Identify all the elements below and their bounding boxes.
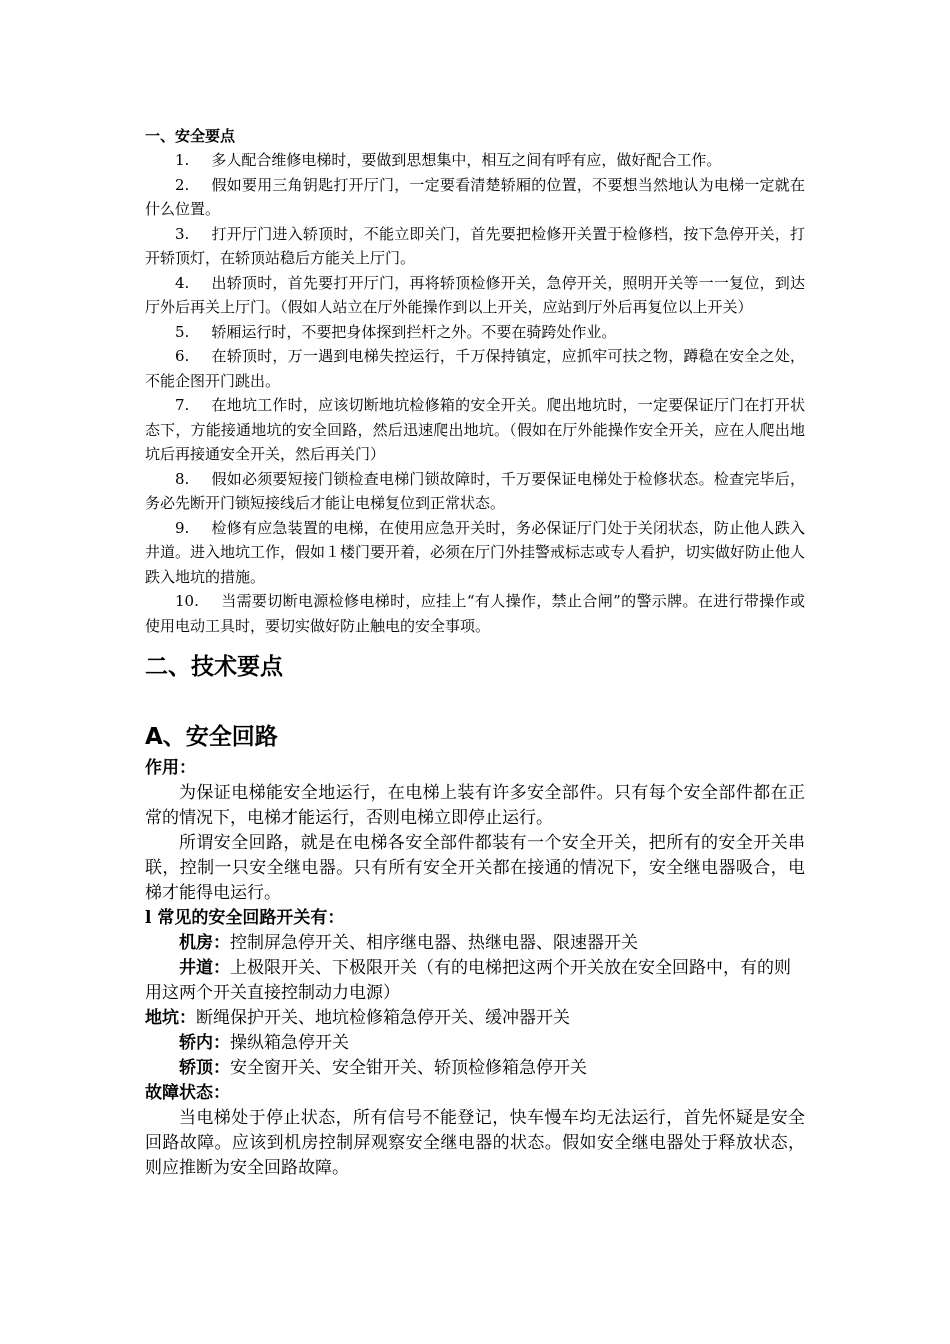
list-item xyxy=(145,467,805,516)
item-text: 多人配合维修电梯时，要做到思想集中，相互之间有呼有应，做好配合工作。 xyxy=(211,151,722,169)
switch-location-label: 机房： xyxy=(179,933,230,953)
switch-location-label: 轿内： xyxy=(179,1033,230,1053)
item-number: 10. xyxy=(175,592,199,610)
switch-item-car-inside xyxy=(145,1031,805,1056)
item-number: 4. xyxy=(175,273,190,292)
list-item xyxy=(145,320,805,345)
switch-item-machine-room xyxy=(145,931,805,956)
switch-item-pit xyxy=(145,1006,805,1031)
item-number: 7. xyxy=(175,396,190,414)
list-item xyxy=(145,589,805,638)
switch-location-label: 井道： xyxy=(179,958,230,978)
item-number: 9. xyxy=(175,518,190,537)
item-number: 3. xyxy=(175,224,190,243)
item-text: 假如要用三角钥匙打开厅门，一定要看清楚轿厢的位置，不要想当然地认为电梯一定就在什么位置。 xyxy=(145,175,805,218)
paragraph: 为保证电梯能安全地运行，在电梯上装有许多安全部件。只有每个安全部件都在正常的情况下，电梯才能运行，否则电梯立即停止运行。 xyxy=(145,783,805,828)
switch-item-hoistway xyxy=(145,956,805,1006)
list-item xyxy=(145,148,805,173)
switch-text: 上极限开关、下极限开关（有的电梯把这两个开关放在安全回路中，有的则用这两个开关直接控制动力电源） xyxy=(145,958,791,1003)
function-label: 作用： xyxy=(145,758,196,778)
fault-state-label: 故障状态： xyxy=(145,1083,230,1103)
item-text: 出轿顶时，首先要打开厅门，再将轿顶检修开关，急停开关，照明开关等一一复位，到达厅外后再关上厅门。（假如人站立在厅外能操作到以上开关，应站到厅外后再复位以上开关） xyxy=(145,273,805,316)
item-number: 5. xyxy=(175,322,190,341)
item-text: 检修有应急装置的电梯，在使用应急开关时，务必保证厅门处于关闭状态，防止他人跌入井道。进入地坑工作，假如１楼门要开着，必须在厅门外挂警戒标志或专人看护，切实做好防止他人跌入地坑的措施。 xyxy=(145,518,806,586)
switch-text: 断绳保护开关、地坑检修箱急停开关、缓冲器开关 xyxy=(196,1008,570,1028)
list-item xyxy=(145,222,805,271)
paragraph: 所谓安全回路，就是在电梯各安全部件都装有一个安全开关，把所有的安全开关串联，控制一只安全继电器。只有所有安全开关都在接通的情况下，安全继电器吸合，电梯才能得电运行。 xyxy=(145,833,805,903)
switch-text: 安全窗开关、安全钳开关、轿顶检修箱急停开关 xyxy=(230,1058,587,1078)
section-heading-technical: 二、技术要点 xyxy=(145,654,283,680)
switch-location-label: 地坑： xyxy=(145,1008,196,1028)
switch-text: 操纵箱急停开关 xyxy=(230,1033,349,1053)
item-text: 打开厅门进入轿顶时，不能立即关门，首先要把检修开关置于检修档，按下急停开关，打开轿顶灯，在轿顶站稳后方能关上厅门。 xyxy=(145,224,805,267)
list-item xyxy=(145,173,805,222)
subsection-heading-safety-circuit: A、安全回路 xyxy=(145,724,278,750)
item-number: 1. xyxy=(175,151,190,169)
item-number: 2. xyxy=(175,175,190,194)
item-text: 假如必须要短接门锁检查电梯门锁故障时，千万要保证电梯处于检修状态。检查完毕后，务必先断开门锁短接线后才能让电梯复位到正常状态。 xyxy=(145,469,805,512)
safety-points-list xyxy=(145,148,805,638)
item-text: 轿厢运行时，不要把身体探到拦杆之外。不要在骑跨处作业。 xyxy=(211,322,617,341)
list-item xyxy=(145,393,805,467)
list-item xyxy=(145,271,805,320)
list-item xyxy=(145,516,805,590)
switch-location-label: 轿顶： xyxy=(179,1058,230,1078)
item-number: 8. xyxy=(175,469,190,488)
document-body xyxy=(145,124,805,1181)
item-number: 6. xyxy=(175,347,190,365)
item-text: 在轿顶时，万一遇到电梯失控运行，千万保持镇定，应抓牢可扶之物，蹲稳在安全之处，不能企图开门跳出。 xyxy=(145,347,805,390)
switch-text: 控制屏急停开关、相序继电器、热继电器、限速器开关 xyxy=(230,933,638,953)
switch-item-car-top xyxy=(145,1056,805,1081)
list-item xyxy=(145,344,805,393)
section-heading-safety: 一、安全要点 xyxy=(145,127,236,145)
item-text: 当需要切断电源检修电梯时，应挂上“有人操作，禁止合闸”的警示牌。在进行带操作或使用电动工具时，要切实做好防止触电的安全事项。 xyxy=(145,592,805,635)
switch-list xyxy=(145,931,805,1081)
common-switches-label: l 常见的安全回路开关有： xyxy=(145,908,345,928)
paragraph: 当电梯处于停止状态，所有信号不能登记，快车慢车均无法运行，首先怀疑是安全回路故障。应该到机房控制屏观察安全继电器的状态。假如安全继电器处于释放状态，则应推断为安全回路故障。 xyxy=(145,1108,805,1178)
item-text: 在地坑工作时，应该切断地坑检修箱的安全开关。爬出地坑时，一定要保证厅门在打开状态下，方能接通地坑的安全回路，然后迅速爬出地坑。（假如在厅外能操作安全开关，应在人爬出地坑后再接通安全开关，然后再关门） xyxy=(145,396,805,463)
